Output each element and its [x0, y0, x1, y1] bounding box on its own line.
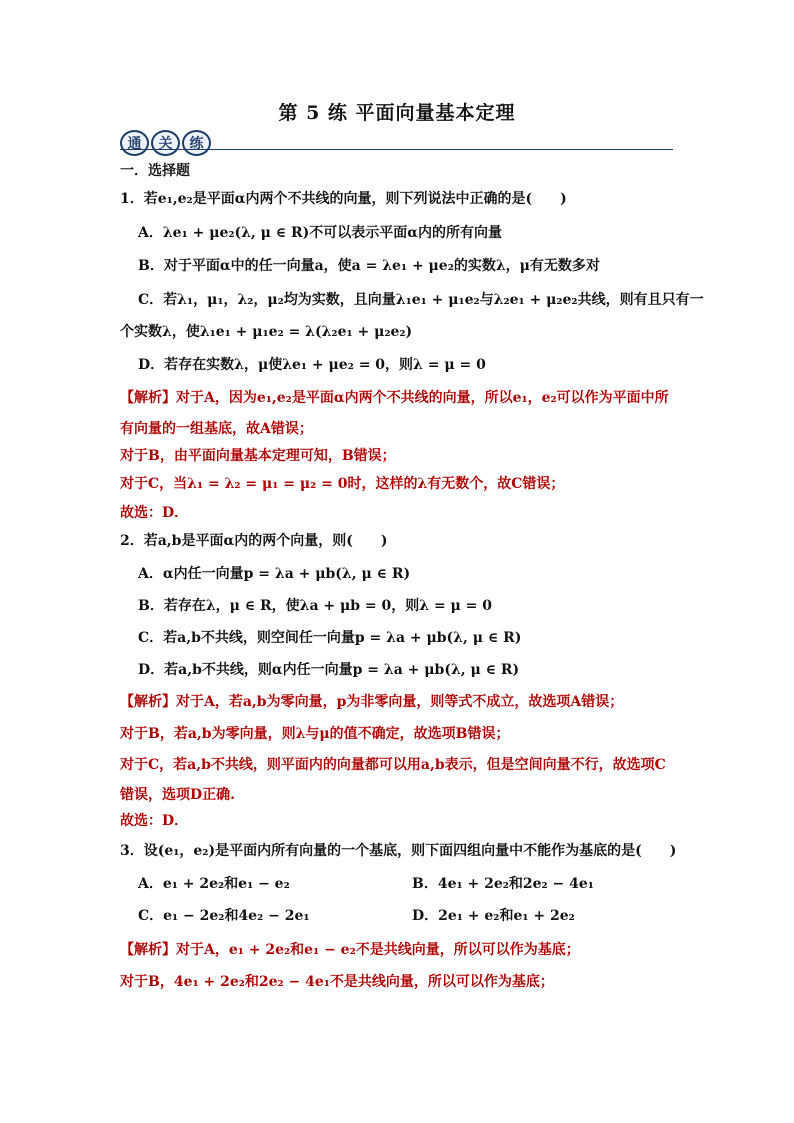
- section-badge-logo: [120, 130, 216, 156]
- question-1-answer: 故选：D．: [120, 505, 189, 521]
- question-2-option-b: B．若存在λ，μ ∈ R，使λa + μb = 0，则λ = μ = 0: [138, 598, 493, 614]
- question-2-analysis-line-3: 对于C，若a,b不共线，则平面内的向量都可以用a,b表示，但是空间向量不行，故选项C: [120, 757, 666, 773]
- question-1-option-a: A．λe₁ + μe₂(λ, μ ∈ R)不可以表示平面α内的所有向量: [138, 225, 503, 241]
- analysis-tag: 【解析】: [120, 942, 176, 958]
- page-title: 第 5 练 平面向量基本定理: [278, 102, 516, 124]
- question-2-answer: 故选：D．: [120, 813, 189, 829]
- question-2-option-d: D．若a,b不共线，则α内任一向量p = λa + μb(λ, μ ∈ R): [138, 662, 520, 678]
- question-3-analysis-line-1: [120, 941, 580, 959]
- question-1-analysis-line-4: 对于C，当λ₁ = λ₂ = μ₁ = μ₂ = 0时，这样的λ有无数个，故C错误；: [120, 476, 565, 492]
- question-1-stem: 1．若e₁,e₂是平面α内两个不共线的向量，则下列说法中正确的是( ): [120, 191, 567, 207]
- question-2-stem: 2．若a,b是平面α内的两个向量，则( ): [120, 533, 388, 549]
- question-1-option-d: D．若存在实数λ，μ使λe₁ + μe₂ = 0，则λ = μ = 0: [138, 357, 486, 373]
- analysis-tag: 【解析】: [120, 694, 176, 710]
- analysis-text: 对于A，e₁ + 2e₂和e₁ − e₂不是共线向量，所以可以作为基底；: [176, 942, 580, 958]
- question-3-option-d: D．2e₁ + e₂和e₁ + 2e₂: [412, 908, 575, 924]
- badge-char: 通: [120, 130, 149, 156]
- question-1-option-c: C．若λ₁，μ₁，λ₂，μ₂均为实数，且向量λ₁e₁ + μ₁e₂与λ₂e₁ + μ₂e₂共线，则有且只有一: [138, 292, 704, 308]
- analysis-text: 对于A，因为e₁,e₂是平面α内两个不共线的向量，所以e₁，e₂可以作为平面中所: [176, 390, 669, 406]
- question-2-option-a: A．α内任一向量p = λa + μb(λ, μ ∈ R): [138, 566, 411, 582]
- question-2-option-c: C．若a,b不共线，则空间任一向量p = λa + μb(λ, μ ∈ R): [138, 630, 522, 646]
- question-1-option-b: B．对于平面α中的任一向量a，使a = λe₁ + μe₂的实数λ，μ有无数多对: [138, 258, 600, 274]
- analysis-text: 对于A，若a,b为零向量，p为非零向量，则等式不成立，故选项A错误；: [176, 694, 624, 710]
- badge-char: 练: [182, 130, 211, 156]
- badge-char: 关: [151, 130, 180, 156]
- question-1-analysis-line-3: 对于B，由平面向量基本定理可知，B错误；: [120, 448, 396, 464]
- question-3-option-b: B．4e₁ + 2e₂和2e₂ − 4e₁: [412, 876, 594, 892]
- question-1-analysis-line-1: [120, 389, 669, 407]
- question-3-stem: 3．设(e₁，e₂)是平面内所有向量的一个基底，则下面四组向量中不能作为基底的是( ): [120, 843, 677, 859]
- analysis-tag: 【解析】: [120, 390, 176, 406]
- question-2-analysis-line-1: [120, 693, 623, 711]
- question-3-option-c: C．e₁ − 2e₂和4e₂ − 2e₁: [138, 908, 310, 924]
- question-3-option-a: A．e₁ + 2e₂和e₁ − e₂: [138, 876, 290, 892]
- question-1-analysis-line-2: 有向量的一组基底，故A错误；: [120, 421, 313, 437]
- question-2-analysis-line-2: 对于B，若a,b为零向量，则λ与μ的值不确定，故选项B错误；: [120, 726, 510, 742]
- question-3-analysis-line-2: 对于B，4e₁ + 2e₂和2e₂ − 4e₁不是共线向量，所以可以作为基底；: [120, 974, 554, 990]
- question-1-option-c-cont: 个实数λ，使λ₁e₁ + μ₁e₂ = λ(λ₂e₁ + μ₂e₂): [120, 324, 413, 340]
- section-heading: 一．选择题: [120, 163, 190, 179]
- question-2-analysis-line-4: 错误，选项D正确.: [120, 787, 236, 803]
- header-divider: [120, 149, 673, 150]
